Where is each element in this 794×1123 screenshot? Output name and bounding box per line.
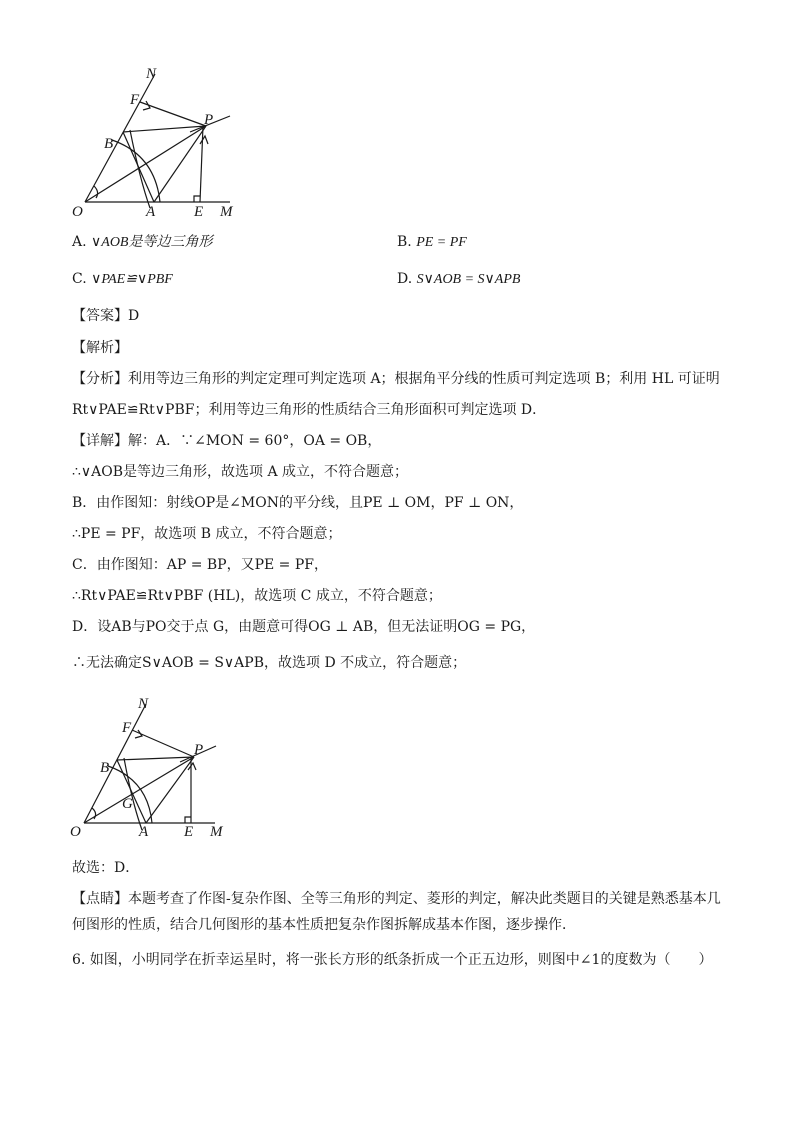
label-o: O [72,204,83,220]
option-d-text: S∨AOB = S∨APB [416,272,521,287]
analysis-header: 【解析】 [72,340,128,356]
detail-line-3: 【详解】解：A．∵∠MON = 60°，OA = OB， [72,433,382,449]
construction-arc-1 [112,140,160,202]
option-a [72,232,212,253]
label-a: A [146,204,156,220]
comment-paragraph: 【点睛】本题考查了作图-复杂作图、全等三角形的判定、菱形的判定，解决此类题目的关键是熟悉基本几何图形的性质，结合几何图形的基本性质把复杂作图拆解成基本作图，逐步操作． [72,891,721,933]
option-b-label: B. [397,234,412,250]
answer-line [72,306,139,326]
right-angle-e [194,196,200,202]
right-angle-e [185,817,191,823]
segment-ap [146,757,194,823]
option-a-text: ∨AOB是等边三角形 [91,235,213,250]
option-d-label: D. [397,271,413,287]
geometry-figure-2 [60,690,240,842]
detail-line-10: ∴无法确定S∨AOB = S∨APB，故选项 D 不成立，符合题意； [72,655,467,671]
label-b: B [100,760,110,776]
label-m: M [210,824,223,840]
segment-pe [200,126,203,202]
option-a-label: A. [72,234,87,250]
ray-on [85,74,155,202]
option-c-label: C. [72,271,87,287]
segment-bp [117,757,194,760]
label-o: O [70,824,81,840]
option-c-text: ∨PAE≌∨PBF [91,272,173,287]
label-b: B [104,136,114,152]
answer-tag: 【答案】 [72,308,128,324]
analysis-line-2: Rt∨PAE≌Rt∨PBF；利用等边三角形的性质结合三角形面积可判定选项 D． [72,402,547,418]
question-6: 6. 如图，小明同学在折幸运星时，将一张长方形的纸条折成一个正五边形，则图中∠1的度数为（ ） [72,952,713,968]
label-p: P [194,742,204,758]
label-n: N [138,696,149,712]
geometry-figure-1 [60,60,260,225]
label-m: M [220,204,233,220]
label-p: P [204,112,214,128]
analysis-line-1: 【分析】利用等边三角形的判定定理可判定选项 A；根据角平分线的性质可判定选项 B；利用 HL 可证明 [72,371,720,387]
label-e: E [184,824,194,840]
right-angle-f [143,101,150,110]
detail-line-6: ∴PE = PF，故选项 B 成立，不符合题意； [72,526,342,542]
conclusion-line: 故选：D． [72,860,140,876]
label-e: E [194,204,204,220]
option-b [397,232,467,253]
label-n: N [146,66,157,82]
label-f: F [122,720,132,736]
label-g: G [122,796,133,812]
segment-ap [154,126,206,202]
answer-value: D [128,308,140,324]
option-d [397,269,520,290]
construction-arc-1 [108,766,152,823]
detail-line-4: ∴∨AOB是等边三角形，故选项 A 成立，不符合题意； [72,464,409,480]
label-a: A [139,824,149,840]
detail-line-9: D．设AB与PO交于点 G，由题意可得OG ⊥ AB，但无法证明OG = PG， [72,619,536,635]
arc-tick [200,136,208,144]
ray-on [84,704,146,823]
detail-line-8: ∴Rt∨PAE≌Rt∨PBF (HL)，故选项 C 成立，不符合题意； [72,588,442,604]
segment-fp [140,102,206,126]
label-f: F [130,92,140,108]
detail-line-5: B．由作图知：射线OP是∠MON的平分线，且PE ⊥ OM，PF ⊥ ON， [72,495,524,511]
detail-line-7: C．由作图知：AP = BP，又PE = PF， [72,557,328,573]
option-b-text: PE = PF [416,235,467,250]
option-c [72,269,173,290]
